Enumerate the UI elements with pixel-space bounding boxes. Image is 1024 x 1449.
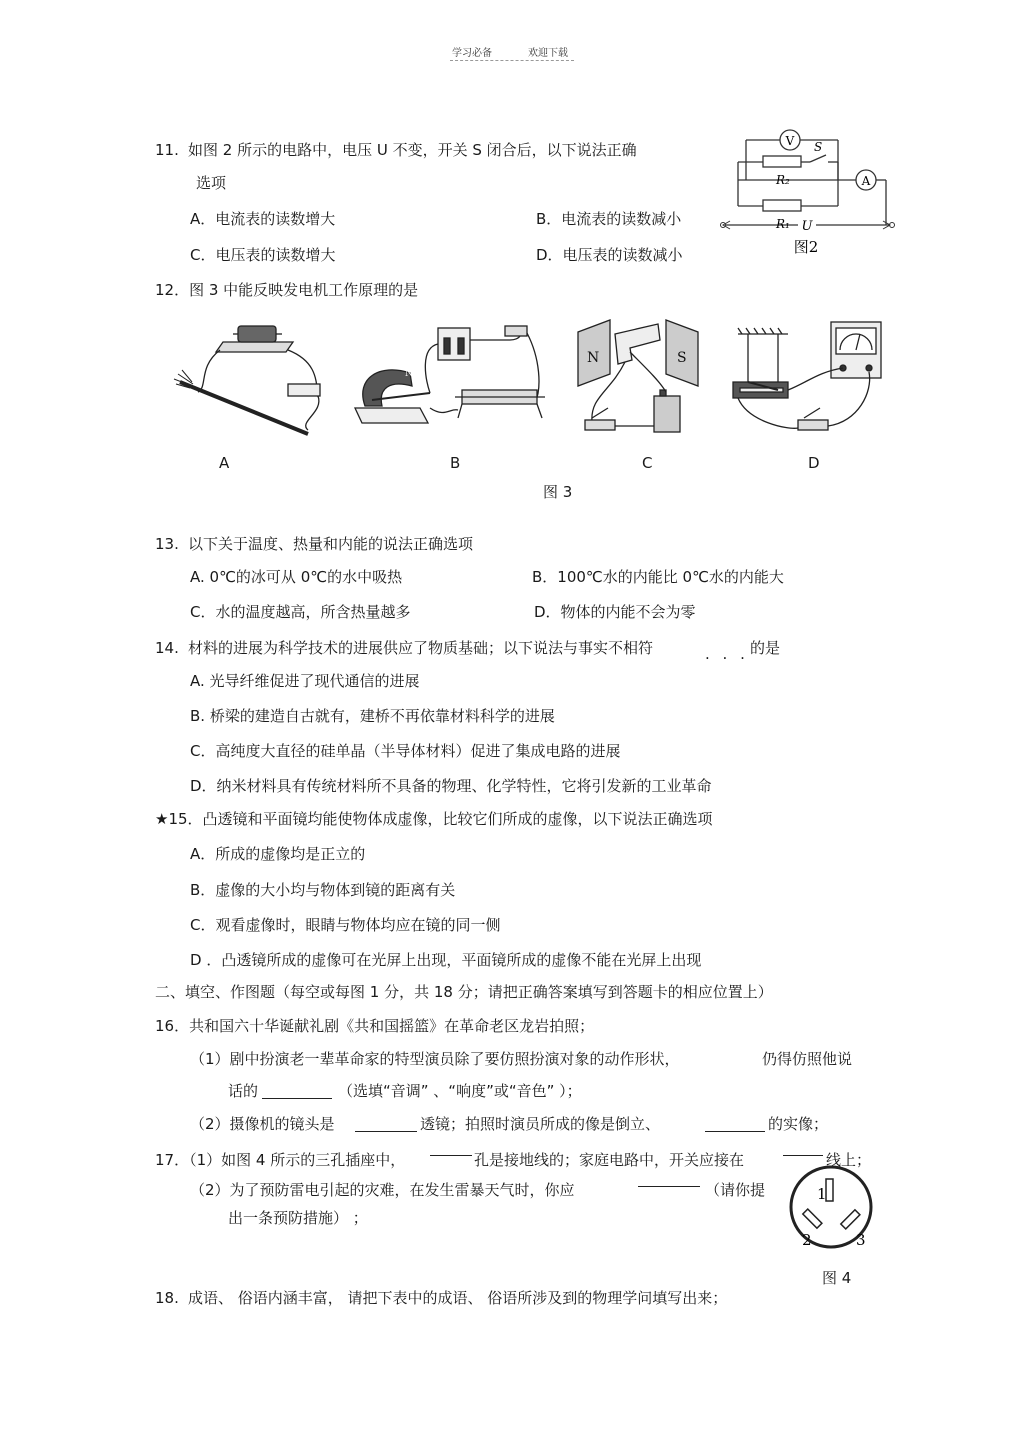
q17-part2-line2: 出一条预防措施） ； bbox=[228, 1209, 368, 1227]
figure-3-caption: 图 3 bbox=[543, 483, 573, 501]
header-divider bbox=[450, 60, 574, 61]
q17-part1-end: 线上； bbox=[826, 1151, 872, 1169]
q14-stem-end: 的是 bbox=[750, 639, 781, 657]
switch-label: S bbox=[814, 140, 823, 154]
r1-label: R₁ bbox=[776, 217, 790, 231]
q17-blank-1[interactable] bbox=[430, 1150, 472, 1156]
figure-3-label-c: C bbox=[642, 454, 653, 472]
q11-option-c: C．电压表的读数增大 bbox=[190, 246, 336, 264]
q11-number: 11. bbox=[155, 141, 179, 159]
q16-part1-line2-start: 话的 bbox=[228, 1082, 259, 1100]
q13-option-b: B．100℃水的内能比 0℃水的内能大 bbox=[532, 568, 784, 586]
q14-option-d: D．纳米材料具有传统材料所不具备的物理、化学特性，它将引发新的工业革命 bbox=[190, 777, 712, 795]
q14-option-b: B. 桥梁的建造自古就有，建桥不再依靠材料科学的进展 bbox=[190, 707, 555, 725]
q15-option-d: D ．凸透镜所成的虚像可在光屏上出现，平面镜所成的虚像不能在光屏上出现 bbox=[190, 951, 702, 969]
q13-option-a: A. 0℃的冰可从 0℃的水中吸热 bbox=[190, 568, 403, 586]
figure-2-caption: 图2 bbox=[793, 238, 819, 256]
q16-part2-middle: 透镜；拍照时演员所成的像是倒立、 bbox=[420, 1115, 661, 1133]
q17-blank-2[interactable] bbox=[783, 1150, 823, 1156]
q11-option-b: B．电流表的读数减小 bbox=[536, 210, 682, 228]
q15-option-c: C．观看虚像时，眼睛与物体均应在镜的同一侧 bbox=[190, 916, 501, 934]
q17-part2-start: （2）为了预防雷电引起的灾难，在发生雷暴天气时，你应 bbox=[190, 1181, 575, 1199]
q11-option-a: A．电流表的读数增大 bbox=[190, 210, 336, 228]
figure-3a-illustration bbox=[168, 312, 328, 447]
figure-3-label-b: B bbox=[450, 454, 461, 472]
q14-option-a: A. 光导纤维促进了现代通信的进展 bbox=[190, 672, 420, 690]
q14-emphasis-dots: . . . bbox=[705, 645, 749, 663]
socket-hole-3: 3 bbox=[856, 1231, 866, 1249]
q16-blank-3[interactable] bbox=[705, 1119, 765, 1132]
q14-option-c: C．高纯度大直径的硅单晶（半导体材料）促进了集成电路的进展 bbox=[190, 742, 621, 760]
q12-stem: 12．图 3 中能反映发电机工作原理的是 bbox=[155, 281, 419, 299]
figure-4-socket bbox=[785, 1165, 881, 1251]
q17-part1-start: 17．（1）如图 4 所示的三孔插座中， bbox=[155, 1151, 406, 1169]
figure-3c-magnet-n: N bbox=[587, 350, 600, 366]
r2-label: R₂ bbox=[776, 173, 790, 187]
q11-option-d: D．电压表的读数减小 bbox=[536, 246, 683, 264]
header-right: 欢迎下载 bbox=[528, 48, 568, 59]
figure-3-label-a: A bbox=[219, 454, 230, 472]
q13-stem: 以下关于温度、热量和内能的说法正确选项 bbox=[188, 535, 474, 553]
q16-part1-line1-end: 仍得仿照他说 bbox=[762, 1050, 853, 1068]
figure-3c-magnet-s: S bbox=[677, 350, 687, 366]
q16-part1-line2-end: （选填“音调” 、“响度”或“音色” ）； bbox=[338, 1082, 582, 1100]
socket-hole-2: 2 bbox=[802, 1231, 812, 1249]
figure-3c-illustration bbox=[570, 312, 710, 442]
q16-blank-1[interactable] bbox=[262, 1086, 332, 1099]
q15-option-a: A．所成的虚像均是正立的 bbox=[190, 845, 366, 863]
q18-stem: 成语、 俗语内涵丰富， 请把下表中的成语、 俗语所涉及到的物理学问填写出来； bbox=[188, 1289, 728, 1307]
q13-option-c: C．水的温度越高，所含热量越多 bbox=[190, 603, 411, 621]
q17-blank-3[interactable] bbox=[638, 1181, 700, 1187]
q15-option-b: B．虚像的大小均与物体到镜的距离有关 bbox=[190, 881, 456, 899]
figure-3-label-d: D bbox=[808, 454, 820, 472]
q17-part1-middle: 孔是接地线的；家庭电路中，开关应接在 bbox=[474, 1151, 745, 1169]
figure-3b-illustration bbox=[350, 318, 550, 438]
voltmeter-label: V bbox=[785, 134, 795, 148]
header-left: 学习必备 bbox=[452, 48, 492, 59]
q18-number: 18. bbox=[155, 1289, 179, 1307]
figure-3d-illustration bbox=[728, 312, 888, 442]
figure-2-circuit bbox=[718, 122, 903, 262]
q16-part1-line1: （1）剧中扮演老一辈革命家的特型演员除了要仿照扮演对象的动作形状， bbox=[190, 1050, 680, 1068]
q14-stem: 材料的进展为科学技术的进展供应了物质基础；以下说法与事实不相符 bbox=[188, 639, 654, 657]
q16-stem: 16．共和国六十华诞献礼剧《共和国摇篮》在革命老区龙岩拍照； bbox=[155, 1017, 595, 1035]
ammeter-label: A bbox=[861, 174, 871, 188]
q16-part2-end: 的实像； bbox=[768, 1115, 829, 1133]
q15-stem: ★15．凸透镜和平面镜均能使物体成虚像，比较它们所成的虚像，以下说法正确选项 bbox=[155, 810, 713, 828]
q14-number: 14. bbox=[155, 639, 179, 657]
socket-hole-1: 1 bbox=[817, 1185, 827, 1203]
q16-blank-2[interactable] bbox=[355, 1119, 417, 1132]
q17-part2-end: （请你提 bbox=[705, 1181, 766, 1199]
q11-stem-line2: 选项 bbox=[196, 174, 227, 192]
q13-option-d: D．物体的内能不会为零 bbox=[534, 603, 696, 621]
u-label: U bbox=[801, 219, 813, 234]
section-2-heading: 二、填空、作图题（每空或每图 1 分，共 18 分；请把正确答案填写到答题卡的相应位置上） bbox=[155, 983, 773, 1001]
q16-part2-start: （2）摄像机的镜头是 bbox=[190, 1115, 335, 1133]
figure-4-caption: 图 4 bbox=[822, 1269, 852, 1287]
q11-stem-line1: 如图 2 所示的电路中，电压 U 不变，开关 S 闭合后，以下说法正确 bbox=[188, 141, 637, 159]
q13-number: 13. bbox=[155, 535, 179, 553]
figure-3b-magnet-label: N bbox=[405, 369, 413, 379]
